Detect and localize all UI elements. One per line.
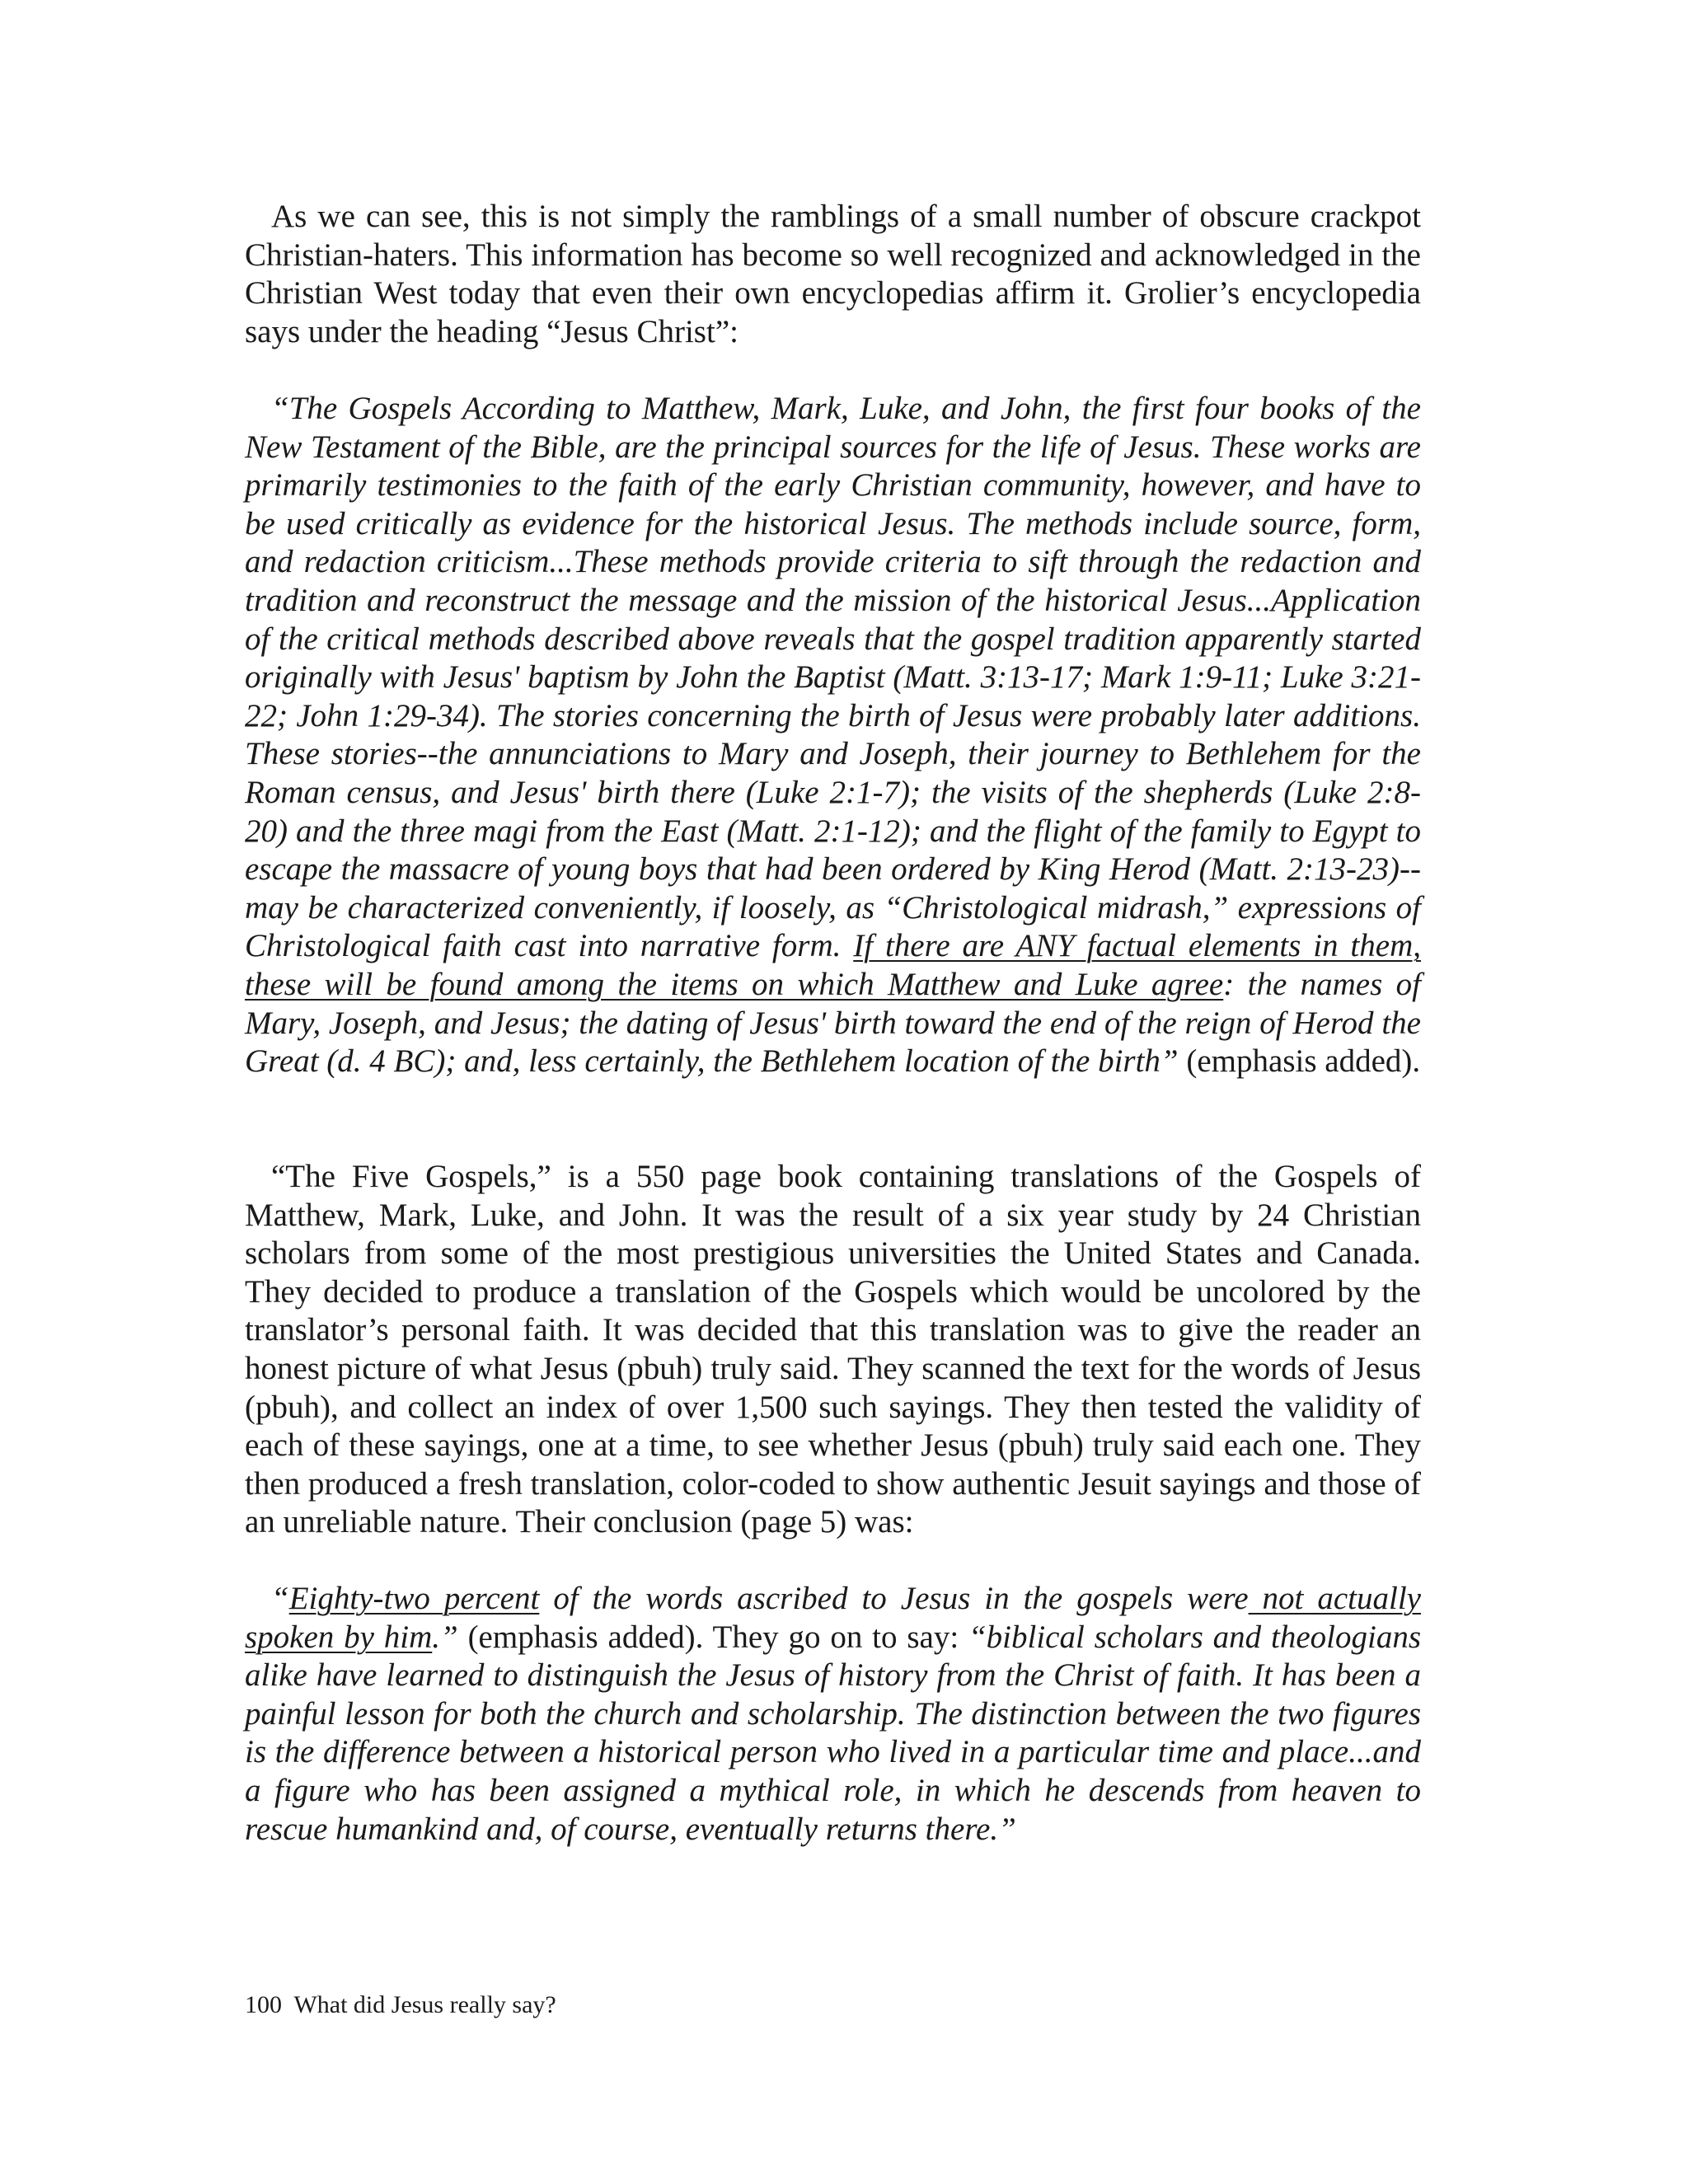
intro-paragraph: As we can see, this is not simply the ramblings of a small number of obscure crackpot Christian-haters. This information has become so well recognized and acknowledged in the Christian West today that even their own encyclopedias affirm it. Grolier’s encyclopedia says under the heading “Jesus Christ”: (245, 199, 1421, 349)
quote-open-mark: “ (271, 1581, 289, 1616)
grolier-quote-text: “The Gospels According to Matthew, Mark, Luke, and John, the first four books of the New Testament of the Bible, are the principal sources for the life of Jesus. These works are primarily testimonies to the faith of the early Christian community, however, and have to be used critically as evidence for the historical Jesus. The methods include source, form, and redaction criticism...These methods provide criteria to sift through the redaction and tradition and reconstruct the message and the mission of the historical Jesus...Application of the critical methods described above reveals that the gospel tradition apparently started originally with Jesus' baptism by John the Baptist (Matt. 3:13-17; Mark 1:9-11; Luke 3:21-22; John 1:29-34). The stories concerning the birth of Jesus were probably later additions. These stories--the annunciations to Mary and Joseph, their journey to Bethlehem for the Roman census, and Jesus' birth there (Luke 2:1-7); the visits of the shepherds (Luke 2:8-20) and the three magi from the East (Matt. 2:1-12); and the flight of the family to Egypt to escape the massacre of young boys that had been ordered by King Herod (Matt. 2:13-23)--may be characterized conveniently, if loosely, as “Christological midrash,” expressions of Christological faith cast into narrative form. (245, 391, 1421, 964)
emphasis-note: (emphasis added). (1178, 1043, 1421, 1080)
grolier-quote-text-end: : the names of Mary, Joseph, and Jesus; the dating of Jesus' birth toward the end of the reign of Herod the Great (d. 4 BC); and, less certainly, the Bethlehem location of the birth” (245, 966, 1421, 1080)
scholars-quote-text: “biblical scholars and theologians alike have learned to distinguish the Jesus of history from the Christ of faith. It has been a painful lesson for both the church and scholarship. The distinction between the two figures is the difference between a historical person who lived in a particular time and place...and a figure who has been assigned a mythical role, in which he descends from heaven to rescue humankind and, of course, eventually returns there.” (245, 1619, 1421, 1847)
emphasis-note: (emphasis added). They go on to say: (457, 1619, 968, 1655)
page-number: 100 (245, 1991, 282, 2018)
grolier-quote-emphasis: If there are ANY factual elements in them, these will be found among the items on which Matthew and Luke agree (245, 928, 1421, 1002)
not-spoken-emphasis: not actually spoken by him (245, 1581, 1421, 1655)
five-gospels-quote (245, 1580, 1421, 1849)
five-gospels-paragraph: “The Five Gospels,” is a 550 page book containing translations of the Gospels of Matthew, Mark, Luke, and John. It was the result of a six year study by 24 Christian scholars from some of the most prestigious universities the United States and Canada. They decided to produce a translation of the Gospels which would be uncolored by the translator’s personal faith. It was decided that this translation was to give the reader an honest picture of what Jesus (pbuh) truly said. They scanned the text for the words of Jesus (pbuh), and collect an index of over 1,500 such sayings. They then tested the validity of each of these sayings, one at a time, to see whether Jesus (pbuh) truly said each one. They then produced a fresh translation, color-coded to show authentic Jesuit sayings and those of an unreliable nature. Their conclusion (page 5) was: (245, 1159, 1421, 1540)
quote-close-mark: .” (432, 1619, 458, 1655)
page-footer (245, 1990, 556, 2020)
eighty-two-percent-emphasis: Eighty-two percent (288, 1581, 540, 1616)
book-title: What did Jesus really say? (293, 1991, 556, 2018)
grolier-quote (245, 390, 1421, 1081)
five-gospels-quote-text: of the words ascribed to Jesus in the gospels were (539, 1581, 1249, 1616)
